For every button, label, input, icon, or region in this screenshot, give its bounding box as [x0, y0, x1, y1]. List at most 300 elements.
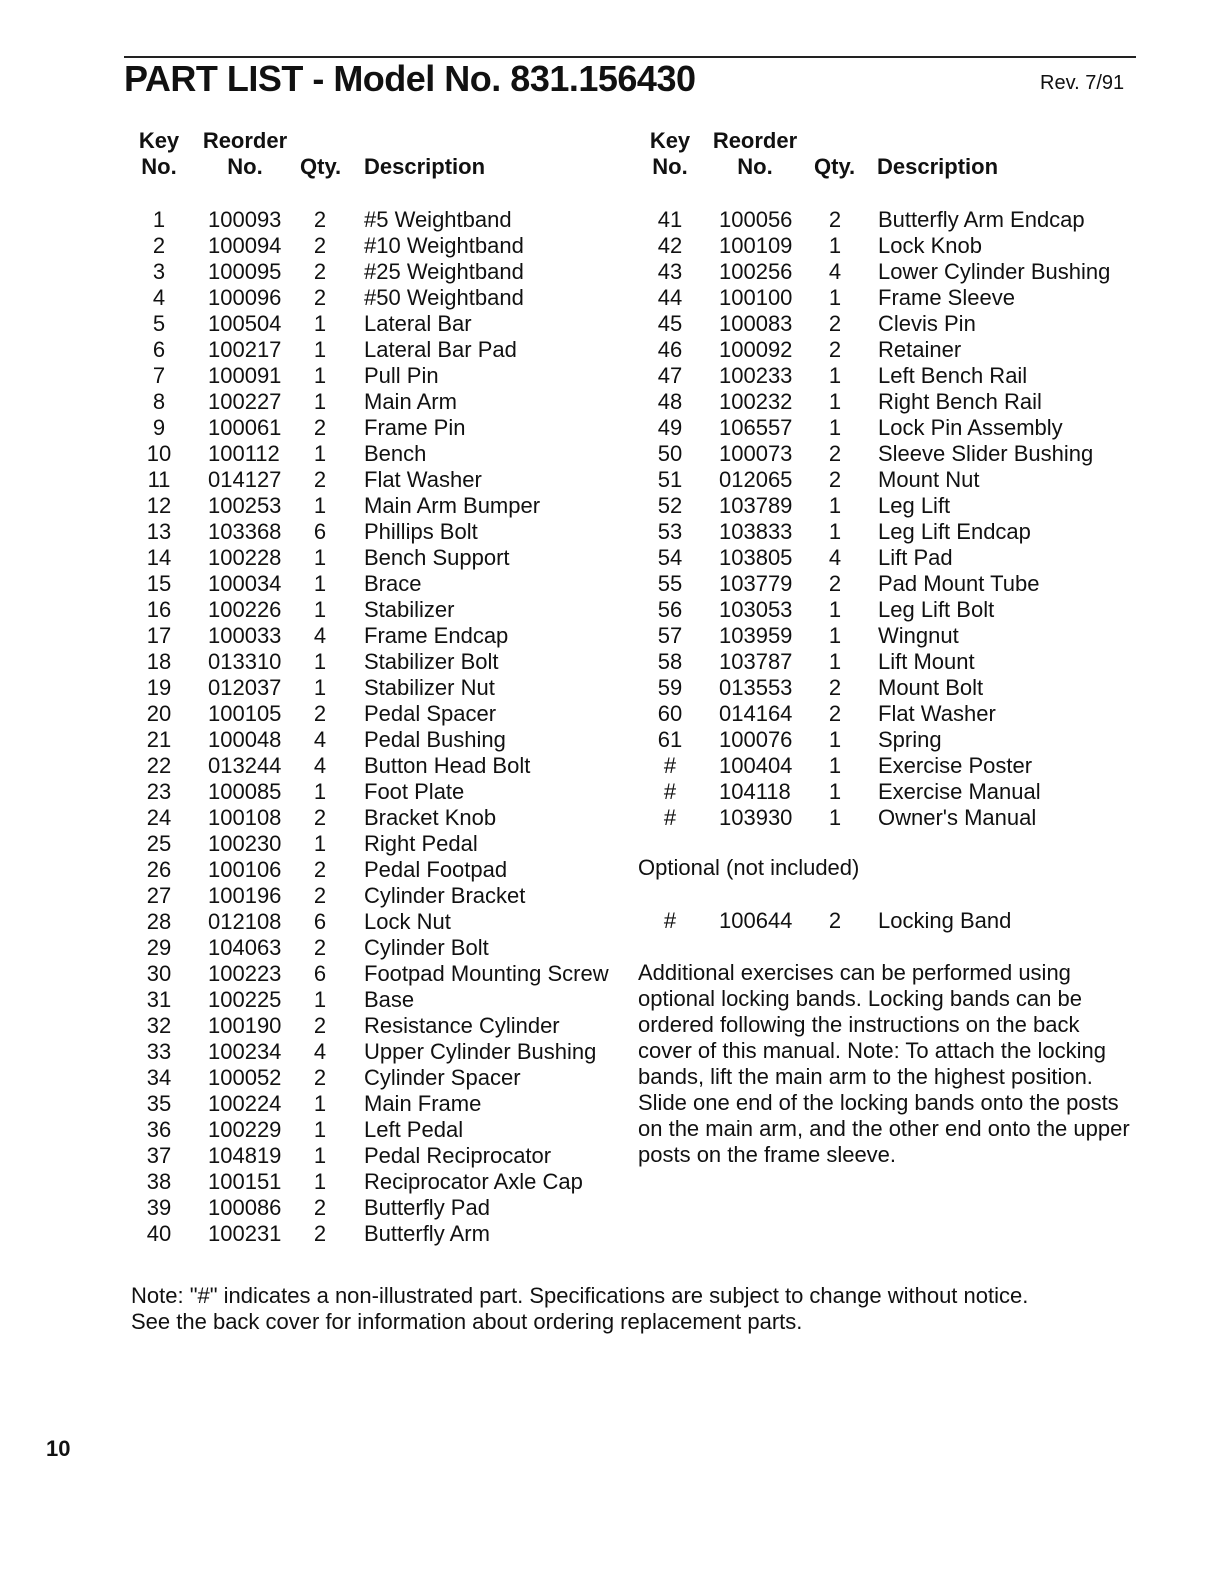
part-description: Cylinder Spacer: [364, 1065, 521, 1090]
part-qty: 2: [313, 1195, 327, 1220]
part-key: 18: [146, 649, 172, 674]
part-description: Right Bench Rail: [878, 389, 1042, 414]
part-reorder-number: 100225: [208, 987, 282, 1012]
part-reorder-number: 103833: [719, 519, 793, 544]
part-reorder-number: 100109: [719, 233, 793, 258]
table-row: [134, 805, 634, 831]
part-description: Bench Support: [364, 545, 510, 570]
table-row: [134, 1143, 634, 1169]
part-qty: 6: [313, 909, 327, 934]
part-key: 53: [657, 519, 683, 544]
header-key-line2: No.: [652, 154, 688, 179]
part-qty: 2: [828, 701, 842, 726]
part-description: Lateral Bar Pad: [364, 337, 517, 362]
part-qty: 2: [828, 675, 842, 700]
additional-exercises-paragraph: [638, 960, 1130, 1168]
part-reorder-number: 100092: [719, 337, 793, 362]
part-qty: 1: [313, 1169, 327, 1194]
part-description: Bracket Knob: [364, 805, 497, 830]
part-qty: 1: [313, 337, 327, 362]
part-description: Cylinder Bracket: [364, 883, 526, 908]
part-qty: 1: [828, 389, 842, 414]
table-row: [645, 441, 1145, 467]
part-reorder-number: 100227: [208, 389, 282, 414]
part-qty: 2: [313, 701, 327, 726]
part-qty: 2: [313, 857, 327, 882]
part-reorder-number: 100226: [208, 597, 282, 622]
part-qty: 1: [313, 675, 327, 700]
part-qty: 1: [313, 545, 327, 570]
part-description: Stabilizer Nut: [364, 675, 495, 700]
part-reorder-number: 103779: [719, 571, 793, 596]
header-reorder-right: [710, 128, 800, 180]
part-reorder-number: 100056: [719, 207, 793, 232]
part-key: 51: [657, 467, 683, 492]
note-line: Note: "#" indicates a non-illustrated part. Specifications are subject to change without notice.: [131, 1283, 1029, 1308]
part-key: 3: [152, 259, 166, 284]
part-description: Stabilizer Bolt: [364, 649, 499, 674]
part-qty: 1: [313, 311, 327, 336]
part-qty: 4: [828, 259, 842, 284]
part-key: 11: [147, 467, 171, 492]
table-row: [134, 1039, 634, 1065]
part-key: 5: [152, 311, 166, 336]
part-reorder-number: 014127: [208, 467, 282, 492]
part-qty: 1: [828, 649, 842, 674]
table-row: [645, 545, 1145, 571]
table-row: [134, 311, 634, 337]
part-key: 21: [146, 727, 172, 752]
part-description: Spring: [878, 727, 942, 752]
part-qty: 1: [828, 753, 842, 778]
table-row: [645, 493, 1145, 519]
part-key: 56: [657, 597, 683, 622]
part-key: 28: [146, 909, 172, 934]
part-reorder-number: 103053: [719, 597, 793, 622]
part-reorder-number: 100234: [208, 1039, 282, 1064]
table-row: [134, 909, 634, 935]
table-row: [134, 831, 634, 857]
paragraph-line: posts on the frame sleeve.: [638, 1142, 897, 1167]
paragraph-line: Slide one end of the locking bands onto the posts: [638, 1090, 1119, 1115]
table-row: [134, 337, 634, 363]
part-description: Main Arm: [364, 389, 457, 414]
optional-part-row: [645, 908, 1145, 934]
part-reorder-number: 103787: [719, 649, 793, 674]
table-row: [134, 935, 634, 961]
part-description: Leg Lift Endcap: [878, 519, 1031, 544]
part-reorder-number: 100217: [208, 337, 282, 362]
part-reorder-number: 103789: [719, 493, 793, 518]
part-reorder-number: 100076: [719, 727, 793, 752]
part-qty: 1: [828, 727, 842, 752]
part-qty: 1: [828, 415, 842, 440]
header-qty-right: Qty.: [814, 154, 856, 179]
page-number: 10: [46, 1436, 71, 1461]
part-key: 38: [146, 1169, 172, 1194]
part-description: Bench: [364, 441, 427, 466]
table-row: [645, 623, 1145, 649]
table-row: [645, 727, 1145, 753]
part-qty: 1: [313, 493, 327, 518]
part-key: 44: [657, 285, 683, 310]
table-row: [645, 649, 1145, 675]
part-key: 13: [146, 519, 172, 544]
page-title: PART LIST - Model No. 831.156430: [124, 58, 696, 99]
table-row: [645, 675, 1145, 701]
table-row: [134, 961, 634, 987]
part-qty: 4: [828, 545, 842, 570]
part-description: Pedal Bushing: [364, 727, 506, 752]
part-description: Retainer: [878, 337, 962, 362]
part-description: #25 Weightband: [364, 259, 524, 284]
header-key-line1: Key: [138, 128, 180, 153]
table-row: [134, 207, 634, 233]
part-key: 37: [146, 1143, 172, 1168]
header-reorder-line1: Reorder: [712, 128, 798, 153]
part-key: 50: [657, 441, 683, 466]
part-qty: 2: [313, 467, 327, 492]
optional-reorder: 100644: [719, 908, 793, 933]
part-qty: 2: [313, 207, 327, 232]
table-row: [134, 1195, 634, 1221]
part-description: Lift Pad: [878, 545, 953, 570]
part-reorder-number: 103805: [719, 545, 793, 570]
part-reorder-number: 100233: [719, 363, 793, 388]
table-row: [134, 701, 634, 727]
optional-key: #: [663, 908, 677, 933]
part-qty: 1: [313, 389, 327, 414]
part-description: Leg Lift Bolt: [878, 597, 995, 622]
part-key: 34: [146, 1065, 172, 1090]
part-description: Pedal Reciprocator: [364, 1143, 552, 1168]
part-qty: 1: [313, 1117, 327, 1142]
part-qty: 1: [313, 571, 327, 596]
optional-qty: 2: [828, 908, 842, 933]
part-description: Foot Plate: [364, 779, 465, 804]
part-qty: 2: [313, 415, 327, 440]
part-description: Flat Washer: [364, 467, 482, 492]
table-row: [134, 727, 634, 753]
part-key: 32: [146, 1013, 172, 1038]
part-key: #: [663, 779, 677, 804]
part-description: Left Bench Rail: [878, 363, 1028, 388]
part-reorder-number: 100096: [208, 285, 282, 310]
part-key: 25: [146, 831, 172, 856]
part-key: 47: [657, 363, 683, 388]
header-qty-left: Qty.: [300, 154, 342, 179]
part-reorder-number: 100048: [208, 727, 282, 752]
part-qty: 2: [313, 935, 327, 960]
part-key: 22: [146, 753, 172, 778]
part-description: Lift Mount: [878, 649, 975, 674]
part-key: #: [663, 753, 677, 778]
part-qty: 2: [828, 207, 842, 232]
table-row: [134, 1065, 634, 1091]
table-row: [645, 389, 1145, 415]
part-qty: 1: [828, 623, 842, 648]
part-reorder-number: 100033: [208, 623, 282, 648]
part-qty: 1: [828, 233, 842, 258]
part-reorder-number: 013244: [208, 753, 282, 778]
part-reorder-number: 012108: [208, 909, 282, 934]
part-reorder-number: 100231: [208, 1221, 282, 1246]
part-key: 16: [146, 597, 172, 622]
part-reorder-number: 100061: [208, 415, 282, 440]
optional-heading: Optional (not included): [638, 855, 860, 880]
part-description: Resistance Cylinder: [364, 1013, 560, 1038]
part-description: Brace: [364, 571, 422, 596]
part-qty: 2: [828, 571, 842, 596]
part-description: Lock Knob: [878, 233, 982, 258]
part-qty: 2: [313, 883, 327, 908]
part-description: Lock Pin Assembly: [878, 415, 1063, 440]
table-row: [645, 415, 1145, 441]
part-description: Reciprocator Axle Cap: [364, 1169, 583, 1194]
part-key: 2: [152, 233, 166, 258]
part-reorder-number: 100052: [208, 1065, 282, 1090]
part-qty: 1: [828, 493, 842, 518]
part-description: Base: [364, 987, 415, 1012]
part-key: 14: [146, 545, 172, 570]
part-qty: 2: [828, 441, 842, 466]
table-row: [134, 571, 634, 597]
part-qty: 2: [313, 233, 327, 258]
part-key: 17: [146, 623, 172, 648]
part-key: 39: [146, 1195, 172, 1220]
part-key: 35: [146, 1091, 172, 1116]
part-qty: 1: [313, 441, 327, 466]
part-qty: 2: [828, 467, 842, 492]
part-description: Butterfly Pad: [364, 1195, 490, 1220]
part-reorder-number: 100232: [719, 389, 793, 414]
table-row: [134, 1117, 634, 1143]
part-qty: 2: [828, 337, 842, 362]
table-row: [645, 701, 1145, 727]
table-row: [134, 233, 634, 259]
part-description: Lateral Bar: [364, 311, 472, 336]
part-key: 59: [657, 675, 683, 700]
table-row: [134, 1091, 634, 1117]
paragraph-line: optional locking bands. Locking bands can be: [638, 986, 1082, 1011]
part-key: 12: [146, 493, 172, 518]
part-description: Butterfly Arm Endcap: [878, 207, 1085, 232]
part-description: Footpad Mounting Screw: [364, 961, 609, 986]
note-line: See the back cover for information about ordering replacement parts.: [131, 1309, 803, 1334]
part-qty: 1: [313, 597, 327, 622]
part-qty: 4: [313, 623, 327, 648]
part-key: 33: [146, 1039, 172, 1064]
table-row: [134, 1169, 634, 1195]
part-description: Lock Nut: [364, 909, 451, 934]
part-qty: 2: [313, 1221, 327, 1246]
part-description: Owner's Manual: [878, 805, 1037, 830]
part-qty: 4: [313, 1039, 327, 1064]
revision-label: Rev. 7/91: [1040, 72, 1125, 94]
part-key: 9: [152, 415, 166, 440]
part-reorder-number: 100223: [208, 961, 282, 986]
part-qty: 2: [313, 805, 327, 830]
part-qty: 6: [313, 519, 327, 544]
part-qty: 4: [313, 727, 327, 752]
part-key: 46: [657, 337, 683, 362]
part-reorder-number: 100095: [208, 259, 282, 284]
part-reorder-number: 100256: [719, 259, 793, 284]
part-key: 29: [146, 935, 172, 960]
part-reorder-number: 100404: [719, 753, 793, 778]
table-row: [645, 337, 1145, 363]
table-row: [645, 467, 1145, 493]
table-row: [134, 363, 634, 389]
part-reorder-number: 100083: [719, 311, 793, 336]
part-qty: 1: [313, 1091, 327, 1116]
part-reorder-number: 104063: [208, 935, 282, 960]
part-description: Mount Nut: [878, 467, 980, 492]
table-row: [645, 597, 1145, 623]
part-description: Phillips Bolt: [364, 519, 478, 544]
part-reorder-number: 100190: [208, 1013, 282, 1038]
part-qty: 1: [828, 779, 842, 804]
part-description: Clevis Pin: [878, 311, 976, 336]
table-row: [134, 779, 634, 805]
part-key: 61: [657, 727, 683, 752]
table-row: [645, 259, 1145, 285]
part-qty: 2: [313, 259, 327, 284]
part-description: Upper Cylinder Bushing: [364, 1039, 597, 1064]
part-description: Cylinder Bolt: [364, 935, 489, 960]
table-row: [645, 311, 1145, 337]
table-row: [645, 753, 1145, 779]
part-key: 60: [657, 701, 683, 726]
table-row: [134, 415, 634, 441]
part-reorder-number: 100253: [208, 493, 282, 518]
part-key: 55: [657, 571, 683, 596]
part-key: 48: [657, 389, 683, 414]
part-key: 8: [152, 389, 166, 414]
table-row: [645, 207, 1145, 233]
part-reorder-number: 012037: [208, 675, 282, 700]
part-reorder-number: 104118: [719, 779, 791, 804]
table-row: [645, 285, 1145, 311]
part-key: 57: [657, 623, 683, 648]
part-key: 15: [146, 571, 172, 596]
part-description: Main Arm Bumper: [364, 493, 541, 518]
header-key-left: [134, 128, 184, 180]
part-description: Pedal Spacer: [364, 701, 497, 726]
part-qty: 1: [313, 1143, 327, 1168]
part-qty: 2: [313, 285, 327, 310]
part-reorder-number: 100100: [719, 285, 793, 310]
part-reorder-number: 100196: [208, 883, 282, 908]
part-key: 49: [657, 415, 683, 440]
part-reorder-number: 103930: [719, 805, 793, 830]
part-description: Exercise Manual: [878, 779, 1041, 804]
table-row: [645, 519, 1145, 545]
part-description: Butterfly Arm: [364, 1221, 490, 1246]
part-reorder-number: 100228: [208, 545, 282, 570]
part-reorder-number: 100108: [208, 805, 282, 830]
part-reorder-number: 100073: [719, 441, 793, 466]
table-row: [134, 675, 634, 701]
part-key: 26: [146, 857, 172, 882]
part-description: #10 Weightband: [364, 233, 524, 258]
part-key: 1: [152, 207, 166, 232]
part-key: 24: [146, 805, 172, 830]
part-description: Flat Washer: [878, 701, 996, 726]
part-qty: 2: [313, 1013, 327, 1038]
table-row: [134, 441, 634, 467]
part-qty: 2: [828, 311, 842, 336]
part-reorder-number: 014164: [719, 701, 793, 726]
part-key: 54: [657, 545, 683, 570]
part-key: 31: [146, 987, 172, 1012]
part-key: 42: [657, 233, 683, 258]
part-reorder-number: 012065: [719, 467, 793, 492]
table-row: [645, 233, 1145, 259]
table-row: [134, 1221, 634, 1247]
table-row: [645, 363, 1145, 389]
part-reorder-number: 013310: [208, 649, 282, 674]
table-row: [134, 987, 634, 1013]
table-row: [134, 545, 634, 571]
table-row: [134, 857, 634, 883]
part-reorder-number: 100504: [208, 311, 282, 336]
paragraph-line: bands, lift the main arm to the highest position.: [638, 1064, 1093, 1089]
table-row: [134, 259, 634, 285]
part-description: #50 Weightband: [364, 285, 524, 310]
table-row: [134, 285, 634, 311]
part-reorder-number: 104819: [208, 1143, 282, 1168]
table-row: [134, 493, 634, 519]
part-qty: 2: [313, 1065, 327, 1090]
part-description: Wingnut: [878, 623, 959, 648]
part-key: 4: [152, 285, 166, 310]
part-reorder-number: 100230: [208, 831, 282, 856]
table-row: [134, 883, 634, 909]
part-reorder-number: 100112: [208, 441, 280, 466]
header-reorder-line1: Reorder: [202, 128, 288, 153]
part-reorder-number: 100094: [208, 233, 282, 258]
part-reorder-number: 106557: [719, 415, 793, 440]
table-row: [134, 649, 634, 675]
part-qty: 4: [313, 753, 327, 778]
part-description: Frame Endcap: [364, 623, 509, 648]
part-key: 7: [152, 363, 166, 388]
part-qty: 1: [828, 597, 842, 622]
part-reorder-number: 103368: [208, 519, 282, 544]
table-row: [134, 597, 634, 623]
paragraph-line: on the main arm, and the other end onto the upper: [638, 1116, 1130, 1141]
part-description: Leg Lift: [878, 493, 951, 518]
part-qty: 1: [313, 831, 327, 856]
part-reorder-number: 100034: [208, 571, 282, 596]
part-key: 19: [146, 675, 172, 700]
optional-description: Locking Band: [878, 908, 1012, 933]
part-key: 41: [657, 207, 683, 232]
part-qty: 1: [313, 649, 327, 674]
part-description: Exercise Poster: [878, 753, 1033, 778]
part-qty: 6: [313, 961, 327, 986]
table-row: [134, 389, 634, 415]
part-description: Frame Sleeve: [878, 285, 1015, 310]
part-key: 52: [657, 493, 683, 518]
part-qty: 1: [828, 285, 842, 310]
part-description: Lower Cylinder Bushing: [878, 259, 1111, 284]
part-description: Stabilizer: [364, 597, 455, 622]
header-reorder-left: [200, 128, 290, 180]
header-description-right: Description: [877, 154, 999, 179]
part-key: 10: [146, 441, 172, 466]
